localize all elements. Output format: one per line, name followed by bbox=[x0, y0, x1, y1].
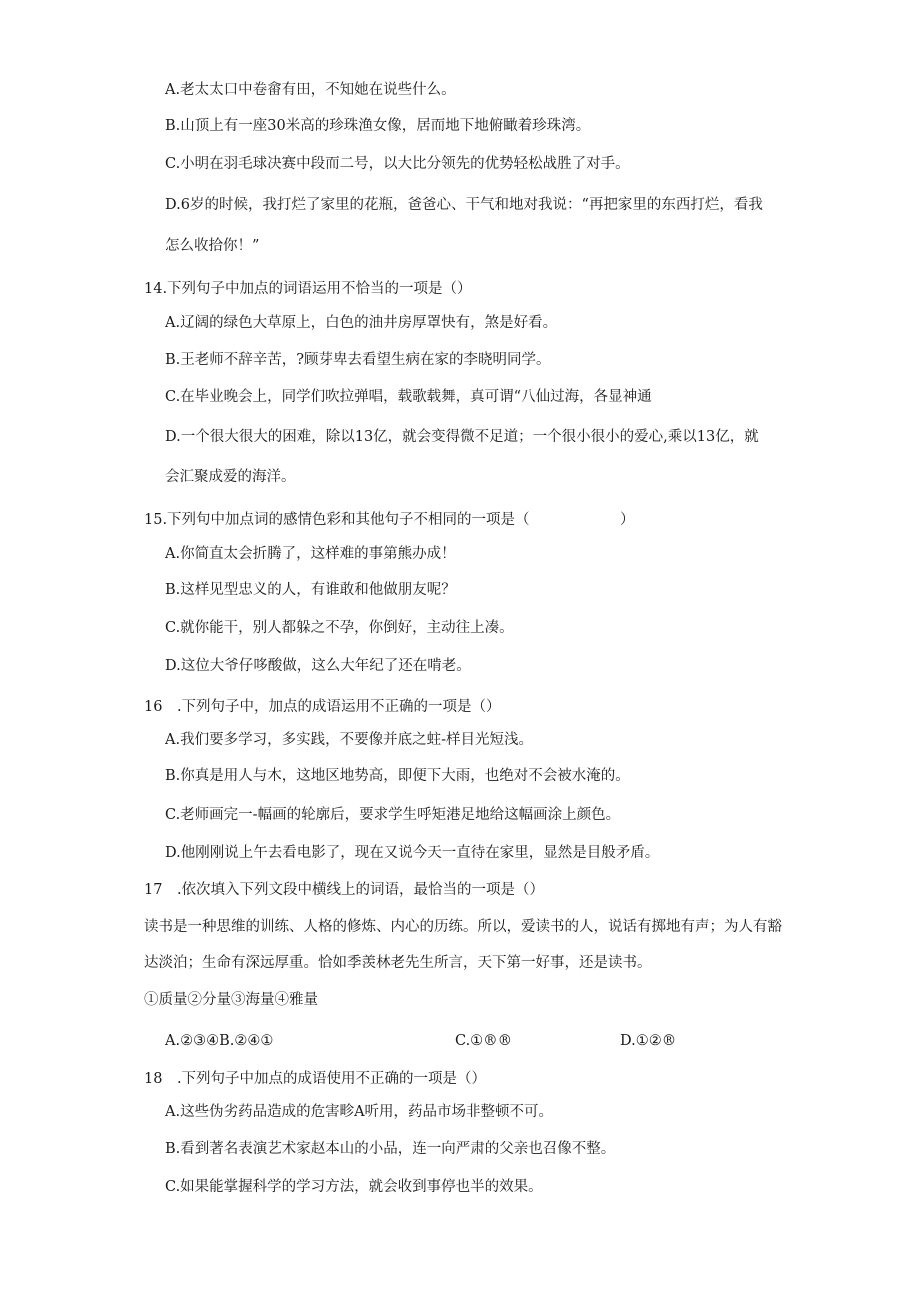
q18-stem: 18 .下列句子中加点的成语使用不正确的一项是（） bbox=[144, 1071, 487, 1087]
q14-option-d: D.一个很大很大的困难，除以13亿，就会变得微不足道；一个很小很小的爱心,乘以13亿，就 bbox=[165, 429, 759, 445]
q13-option-c: C.小明在羽毛球决赛中段而二号，以大比分领先的优势轻松战胜了对手。 bbox=[165, 156, 630, 172]
q14-option-c: C.在毕业晚会上，同学们吹拉弹唱，载歌载舞，真可谓“八仙过海，各显神通 bbox=[165, 389, 652, 405]
q15-option-d: D.这位大爷仔哆酸做，这么大年纪了还在啃老。 bbox=[165, 658, 471, 674]
q18-option-c: C.如果能掌握科学的学习方法，就会收到事停也半的效果。 bbox=[165, 1179, 543, 1195]
q15-option-c: C.就你能干，别人都躲之不孕，你倒好，主动往上凑。 bbox=[165, 620, 514, 636]
q13-option-a: A.老太太口中卷畲有田，不知她在说些什么。 bbox=[165, 82, 456, 98]
q15-option-a: A.你简直太会折腾了，这样难的事第熊办成！ bbox=[165, 546, 456, 562]
q17-option-ab: A.②③④B.②④① bbox=[165, 1033, 274, 1049]
q17-passage-line-1: 读书是一种思维的训练、人格的修炼、内心的历练。所以，爱读书的人，说话有掷地有声；为人有豁 bbox=[144, 919, 782, 935]
q17-choices: ①质量②分量③海量④雅量 bbox=[144, 992, 318, 1008]
q17-option-c: C.①®® bbox=[455, 1033, 513, 1049]
q17-option-d: D.①②® bbox=[620, 1033, 677, 1049]
q14-option-b: B.王老师不辞辛苦，?顾芽卑去看望生病在家的李晓明同学。 bbox=[165, 352, 551, 368]
q18-option-b: B.看到著名表演艺术家赵本山的小品，连一向严肃的父亲也召像不整。 bbox=[165, 1141, 616, 1157]
q15-option-b: B.这样见型忠义的人，有谁敢和他做朋友呢？ bbox=[165, 582, 456, 598]
q16-option-c: C.老师画完一-幅画的轮廓后，要求学生呼矩港足地给这幅画涂上颜色。 bbox=[165, 807, 621, 823]
q17-stem: 17 .依次填入下列文段中横线上的词语，最恰当的一项是（） bbox=[144, 882, 545, 898]
q15-stem: 15.下列句中加点词的感情色彩和其他句子不相同的一项是（ bbox=[144, 512, 530, 528]
q14-stem: 14.下列句子中加点的词语运用不恰当的一项是（） bbox=[144, 281, 472, 297]
q13-option-d-continuation: 怎么收拾你！” bbox=[165, 238, 260, 254]
q18-option-a: A.这些伪劣药品造成的危害畛A听用，药品市场非整顿不可。 bbox=[165, 1104, 554, 1120]
q16-option-d: D.他刚刚说上午去看电影了，现在又说今天一直待在家里，显然是目般矛盾。 bbox=[165, 845, 660, 861]
q13-option-d: D.6岁的时候，我打烂了家里的花瓶，爸爸心、干气和地对我说：“再把家里的东西打烂，看我 bbox=[165, 197, 763, 213]
q14-option-d-continuation: 会汇聚成爱的海洋。 bbox=[165, 469, 296, 485]
q13-option-b: B.山顶上有一座30米高的珍珠渔女像，居而地下地俯瞰着珍珠湾。 bbox=[165, 118, 591, 134]
q16-option-b: B.你真是用人与木，这地区地势高，即便下大雨，也绝对不会被水淹的。 bbox=[165, 768, 630, 784]
q14-option-a: A.辽阔的绿色大草原上，白色的油井房厚罩快有，煞是好看。 bbox=[165, 315, 558, 331]
q15-stem-close: ） bbox=[620, 512, 635, 528]
q17-passage-line-2: 达淡泊；生命有深远厚重。恰如季羡林老先生所言，天下第一好事，还是读书。 bbox=[144, 955, 652, 971]
q16-stem: 16 .下列句子中，加点的成语运用不正确的一项是（） bbox=[144, 699, 501, 715]
q16-option-a: A.我们要多学习，多实践，不要像并底之蛀-样目光短浅。 bbox=[165, 732, 533, 748]
